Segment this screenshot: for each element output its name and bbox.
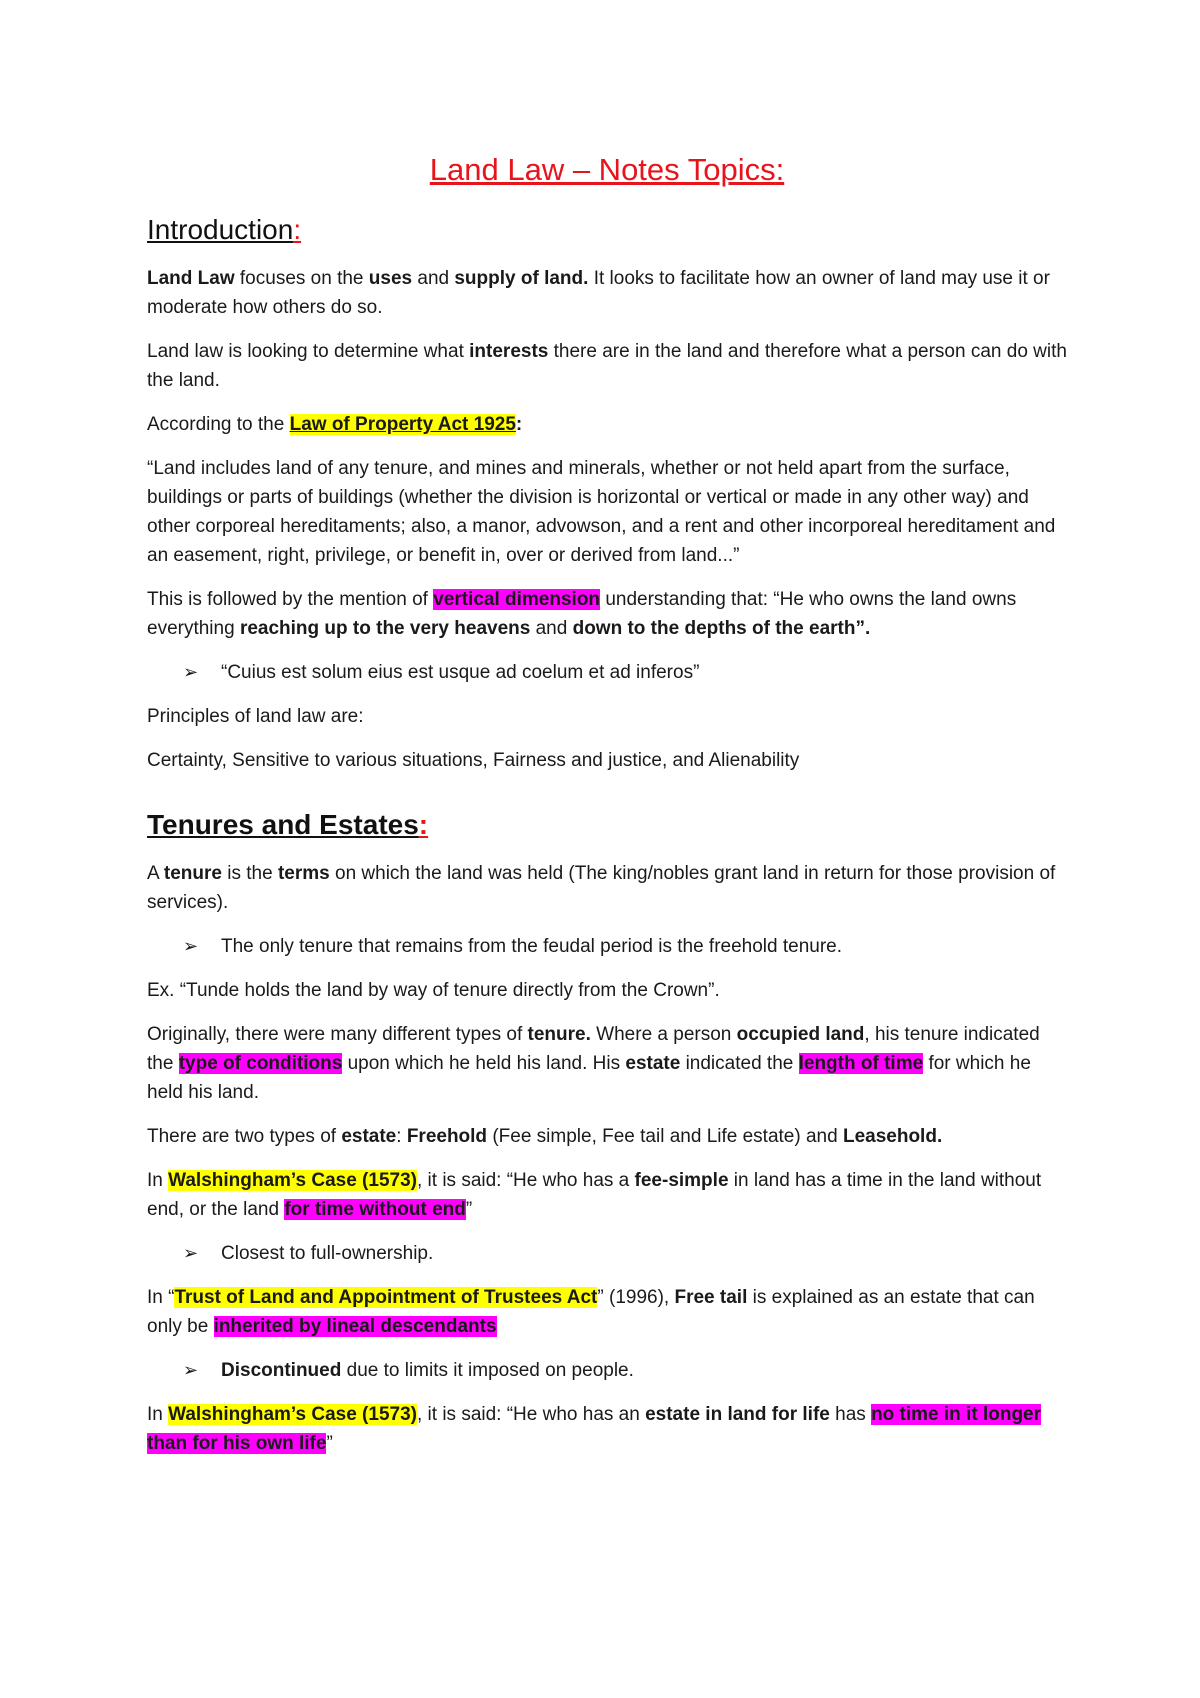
- paragraph-walshingham-fee-simple: In Walshingham’s Case (1573), it is said: “He who has a fee-simple in land has a time in the land without end, or the land for time without end”: [147, 1170, 1042, 1220]
- highlight-law-of-property-act: Law of Property Act 1925: [289, 414, 516, 435]
- paragraph-principles-intro: Principles of land law are:: [147, 706, 364, 727]
- arrow-bullet-icon: ➢: [183, 1360, 199, 1380]
- bullet-cuius-est: ➢ “Cuius est solum eius est usque ad coelum et ad inferos”: [147, 658, 1067, 687]
- highlight-type-of-conditions: type of conditions: [178, 1053, 343, 1074]
- highlight-no-time-longer: no time in it longer than for his own life: [147, 1404, 1042, 1454]
- arrow-bullet-icon: ➢: [183, 662, 199, 682]
- paragraph-according-to: According to the Law of Property Act 1925:: [147, 414, 523, 435]
- bullet-discontinued: ➢ Discontinued due to limits it imposed on people.: [147, 1356, 1067, 1385]
- paragraph-two-types-estate: There are two types of estate: Freehold (Fee simple, Fee tail and Life estate) and Leasehold.: [147, 1126, 943, 1147]
- section-heading-tenures: Tenures and Estates:: [147, 809, 429, 840]
- highlight-for-time-without-end: for time without end: [284, 1199, 466, 1220]
- document-content: [147, 148, 1067, 1473]
- highlight-walshingham-case-2: Walshingham’s Case (1573): [168, 1404, 417, 1425]
- section-heading-introduction: Introduction:: [147, 214, 302, 245]
- paragraph-vertical-dimension: This is followed by the mention of vertical dimension understanding that: “He who owns the land owns everything reaching up to the very heavens and down to the depths of the earth”.: [147, 589, 1017, 639]
- bullet-closest-ownership: ➢ Closest to full-ownership.: [147, 1239, 1067, 1268]
- paragraph-tenure-definition: A tenure is the terms on which the land was held (The king/nobles grant land in return for those provision of services).: [147, 863, 1056, 913]
- page-title: Land Law – Notes Topics:: [429, 152, 785, 187]
- highlight-inherited-lineal: inherited by lineal descendants: [213, 1316, 497, 1337]
- paragraph-intro-1: Land Law focuses on the uses and supply of land. It looks to facilitate how an owner of land may use it or moderate how others do so.: [147, 268, 1050, 318]
- highlight-vertical-dimension: vertical dimension: [433, 589, 601, 610]
- highlight-trust-of-land-act: Trust of Land and Appointment of Trustees Act: [174, 1287, 598, 1308]
- highlight-length-of-time: length of time: [798, 1053, 924, 1074]
- paragraph-quote-definition: “Land includes land of any tenure, and mines and minerals, whether or not held apart from the surface, buildings or parts of buildings (whether the division is horizontal or vertical or made in any other way) and other corporeal hereditaments; also, a manor, advowson, and a rent and other incorporeal hereditament and an easement, right, privilege, or benefit in, over or derived from land...”: [147, 458, 1056, 566]
- highlight-walshingham-case: Walshingham’s Case (1573): [168, 1170, 417, 1191]
- paragraph-trust-of-land: In “Trust of Land and Appointment of Trustees Act” (1996), Free tail is explained as an estate that can only be inherited by lineal descendants: [147, 1287, 1035, 1337]
- paragraph-intro-2: Land law is looking to determine what interests there are in the land and therefore what a person can do with the land.: [147, 341, 1067, 391]
- paragraph-originally: Originally, there were many different types of tenure. Where a person occupied land, his tenure indicated the type of conditions upon which he held his land. His estate indicated the length of time for which he held his land.: [147, 1024, 1040, 1103]
- arrow-bullet-icon: ➢: [183, 1243, 199, 1263]
- paragraph-example-tunde: Ex. “Tunde holds the land by way of tenure directly from the Crown”.: [147, 980, 720, 1001]
- paragraph-principles-list: Certainty, Sensitive to various situations, Fairness and justice, and Alienability: [147, 750, 800, 771]
- arrow-bullet-icon: ➢: [183, 936, 199, 956]
- bullet-freehold-tenure: ➢ The only tenure that remains from the feudal period is the freehold tenure.: [147, 932, 1067, 961]
- paragraph-walshingham-life: In Walshingham’s Case (1573), it is said: “He who has an estate in land for life has no time in it longer than for his own life”: [147, 1404, 1042, 1454]
